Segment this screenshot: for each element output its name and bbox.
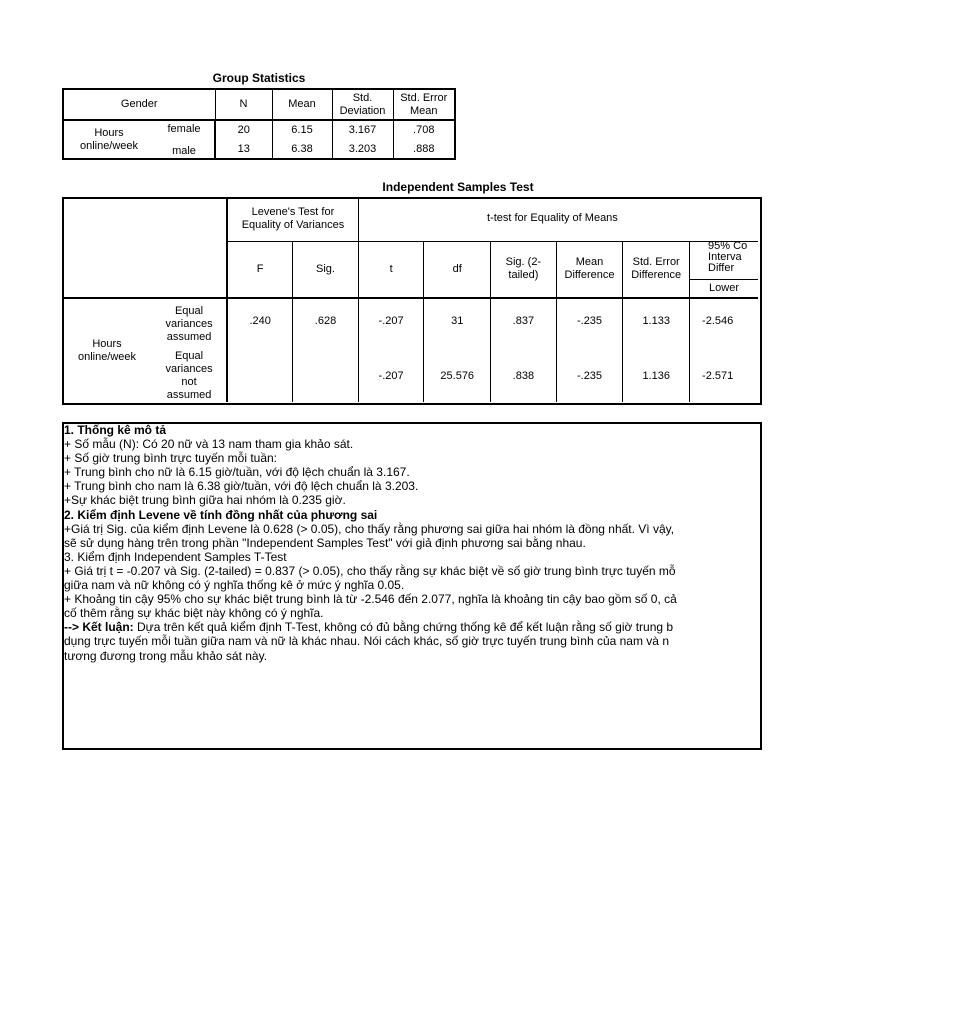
cell: 3.203 [332,140,393,160]
header-gender: Gender [64,90,215,120]
cell: .837 [491,298,557,351]
cell: -.207 [358,351,424,403]
header-sig: Sig. [293,241,359,298]
cell: -.207 [358,298,424,351]
cell: 1.133 [623,298,690,351]
header-std-deviation: Std. Deviation [332,90,393,120]
notes-line: + Số giờ trung bình trực tuyến mỗi tuần: [64,451,278,466]
notes-line: dụng trực tuyến mỗi tuần giữa nam và nữ là khác nhau. Nói cách khác, số giờ trực tuyến trung bình của nam và n [64,634,669,649]
notes-heading-2: 2. Kiểm định Levene về tính đồng nhất của phương sai [64,507,378,522]
group-male: male [172,145,196,157]
notes-line: cố thêm rằng sự khác biệt này không có ý nghĩa. [64,606,324,621]
notes-line: sẽ sử dụng hàng trên trong phần "Independent Samples Test" với giả định phương sai bằng nhau. [64,535,586,550]
conclusion-text: Dựa trên kết quả kiểm định T-Test, không có đủ bằng chứng thống kê để kết luận rằng số giờ trung b [133,620,674,635]
cell: .708 [413,123,435,136]
cell: 31 [424,298,491,351]
header-f: F [227,241,293,298]
cell: 6.15 [272,120,332,140]
notes-line: giữa nam và nữ không có ý nghĩa thống kê ở mức ý nghĩa 0.05. [64,578,405,593]
row-equal-variances-not-assumed: Equal variances not assumed [165,349,213,401]
cell: .888 [413,142,435,155]
cell: 20 [215,120,272,140]
cell: 1.136 [623,351,690,403]
notes-heading-3: 3. Kiểm định Independent Samples T-Test [64,549,287,564]
cell: -.235 [556,298,623,351]
header-t: t [358,241,424,298]
header-mean: Mean [272,90,332,120]
notes-line: + Số mẫu (N): Có 20 nữ và 13 nam tham gia khảo sát. [64,437,354,452]
header-df: df [424,241,491,298]
group-statistics-title: Group Statistics [212,71,306,85]
notes-line: +Sự khác biệt trung bình giữa hai nhóm là 0.235 giờ. [64,493,346,508]
header-n: N [215,90,272,120]
notes-conclusion [64,620,964,634]
cell: 6.38 [272,140,332,160]
notes-line: + Giá trị t = -0.207 và Sig. (2-tailed) = 0.837 (> 0.05), cho thấy rằng sự khác biệt về số giờ trung bình trực tuyến mỗ [64,563,676,578]
independent-samples-table [62,197,748,405]
levene-header: Levene's Test for Equality of Variances [227,197,358,241]
cell: 13 [215,140,272,160]
notes-heading-1: 1. Thống kê mô tả [64,423,167,437]
header-sig-2tailed: Sig. (2-tailed) [491,241,557,298]
header-mean-difference: Mean Difference [556,241,623,298]
header-lower: Lower [690,279,758,298]
analysis-notes-box [62,422,696,750]
ttest-header: t-test for Equality of Means [358,197,758,241]
cell: 25.576 [424,351,491,403]
cell: -2.546 [702,315,734,327]
header-std-error-mean: Std. Error Mean [400,91,448,117]
header-std-error-difference: Std. Error Difference [623,241,690,298]
cell: 3.167 [332,120,393,140]
cell: -.235 [556,351,623,403]
header-95-ci: 95% Co Interva Differ [690,241,758,279]
group-statistics-table [62,88,456,160]
row-label-cell [62,298,227,402]
group-female: female [167,123,201,135]
notes-line: + Trung bình cho nữ là 6.15 giờ/tuần, với độ lệch chuẩn là 3.167. [64,465,410,480]
notes-line: tương đương trong mẫu khảo sát này. [64,648,268,663]
row-label: Hours online/week [79,127,139,152]
cell: .838 [491,351,557,403]
cell [227,351,293,403]
notes-line: +Giá trị Sig. của kiểm định Levene là 0.628 (> 0.05), cho thấy rằng phương sai giữa hai nhóm là đồng nhất. Vì vậy, [64,521,675,536]
cell: .240 [227,298,293,351]
notes-line: + Khoảng tin cậy 95% cho sự khác biệt trung bình là từ -2.546 đến 2.077, nghĩa là khoảng tin cậy bao gồm số 0, cả [64,592,677,607]
cell [293,351,359,403]
cell: .628 [293,298,359,351]
notes-line: + Trung bình cho nam là 6.38 giờ/tuần, với độ lệch chuẩn là 3.203. [64,479,419,494]
row-label: Hours online/week [77,337,137,363]
cell: -2.571 [702,369,734,382]
row-label-cell [64,120,215,159]
row-equal-variances-assumed: Equal variances assumed [165,304,213,343]
conclusion-label: --> Kết luận: [64,620,134,635]
independent-samples-title: Independent Samples Test [382,180,534,194]
